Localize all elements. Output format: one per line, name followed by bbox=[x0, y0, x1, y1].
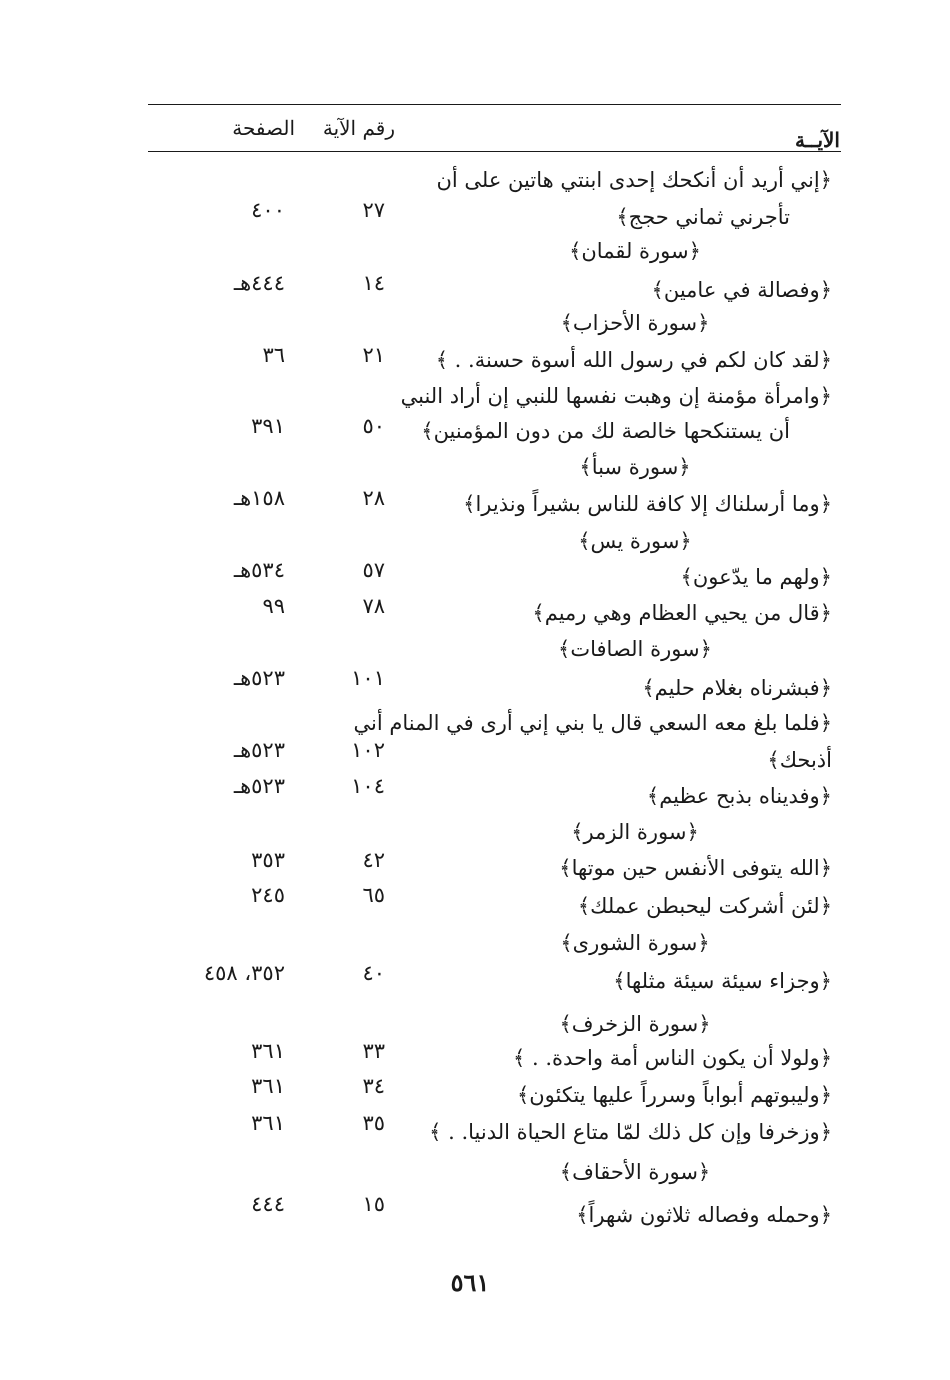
ayah-text: ﴿ولولا أن يكون الناس أمة واحدة. . ﴾ bbox=[513, 1046, 832, 1070]
top-rule bbox=[148, 104, 841, 105]
verse-number: ٢٨ bbox=[362, 486, 385, 510]
ayah-text: ﴿وفديناه بذبح عظيم﴾ bbox=[646, 784, 832, 808]
header-rule bbox=[148, 151, 841, 152]
page-number: ٣٩١ bbox=[251, 414, 285, 438]
verse-number: ٤٠ bbox=[362, 961, 385, 985]
ayah-text: تأجرني ثماني حجج﴾ bbox=[616, 205, 790, 229]
surah-heading: ﴿سورة الزخرف﴾ bbox=[559, 1012, 711, 1036]
ayah-text: ﴿ولهم ما يدّعون﴾ bbox=[680, 565, 832, 589]
surah-heading: ﴿سورة سبأ﴾ bbox=[579, 455, 691, 479]
verse-number: ٣٣ bbox=[362, 1039, 385, 1063]
ayah-text: ﴿وليبوتهم أبواباً وسرراً عليها يتكئون﴾ bbox=[516, 1083, 832, 1107]
ayah-text: ﴿لئن أشركت ليحبطن عملك﴾ bbox=[577, 894, 832, 918]
ayah-text: ﴿فلما بلغ معه السعي قال يا بني إني أرى في المنام أني bbox=[353, 711, 832, 735]
header-page: الصفحة bbox=[232, 116, 295, 140]
surah-heading: ﴿سورة الأحزاب﴾ bbox=[560, 311, 710, 335]
ayah-text: ﴿قال من يحيي العظام وهي رميم﴾ bbox=[532, 601, 832, 625]
ayah-text: ﴿وفصالة في عامين﴾ bbox=[651, 278, 832, 302]
header-ayah: الآيــة bbox=[795, 128, 840, 152]
verse-number: ١٥ bbox=[362, 1192, 385, 1216]
surah-heading: ﴿سورة يس﴾ bbox=[578, 529, 692, 553]
page-number: ٣٥٢، ٤٥٨ bbox=[203, 961, 285, 985]
ayah-text: أذبحك﴾ bbox=[767, 748, 832, 772]
page-number: ٤٤٤هـ bbox=[233, 271, 285, 295]
header-verse-number: رقم الآية bbox=[322, 116, 395, 140]
ayah-text: ﴿وزخرفا وإن كل ذلك لمّا متاع الحياة الدنيا. . ﴾ bbox=[429, 1120, 832, 1144]
verse-number: ١٠٤ bbox=[351, 774, 385, 798]
page-number: ٢٤٥ bbox=[251, 883, 285, 907]
surah-heading: ﴿سورة الشورى﴾ bbox=[560, 931, 710, 955]
ayah-text: ﴿الله يتوفى الأنفس حين موتها﴾ bbox=[559, 856, 832, 880]
ayah-text: ﴿وحمله وفصاله ثلاثون شهراً﴾ bbox=[576, 1203, 832, 1227]
verse-number: ١٤ bbox=[362, 271, 385, 295]
verse-number: ١٠١ bbox=[351, 666, 385, 690]
verse-number: ٤٢ bbox=[362, 848, 385, 872]
page-number: ٥٢٣هـ bbox=[233, 738, 285, 762]
page-number: ٥٣٤هـ bbox=[233, 558, 285, 582]
page-number: ٣٦١ bbox=[251, 1111, 285, 1135]
verse-number: ٢١ bbox=[362, 343, 385, 367]
page-number: ٣٥٣ bbox=[251, 848, 285, 872]
verse-number: ٥٠ bbox=[362, 414, 385, 438]
verse-number: ٥٧ bbox=[362, 558, 385, 582]
page-folio-number: ٥٦١ bbox=[450, 1268, 490, 1297]
ayah-text: أن يستنكحها خالصة لك من دون المؤمنين﴾ bbox=[421, 419, 790, 443]
page-number: ٣٦١ bbox=[251, 1074, 285, 1098]
ayah-text: ﴿وما أرسلناك إلا كافة للناس بشيراً ونذيرا﴾ bbox=[463, 492, 832, 516]
ayah-text: ﴿فبشرناه بغلام حليم﴾ bbox=[642, 676, 832, 700]
verse-number: ٧٨ bbox=[362, 594, 385, 618]
verse-number: ٦٥ bbox=[362, 883, 385, 907]
page-number: ١٥٨هـ bbox=[233, 486, 285, 510]
ayah-text: ﴿وامرأة مؤمنة إن وهبت نفسها للنبي إن أراد النبي bbox=[400, 384, 832, 408]
page-number: ٣٦ bbox=[262, 343, 285, 367]
page-number: ٩٩ bbox=[262, 594, 285, 618]
page-number: ٥٢٣هـ bbox=[233, 774, 285, 798]
page-number: ٥٢٣هـ bbox=[233, 666, 285, 690]
surah-heading: ﴿سورة الزمر﴾ bbox=[571, 820, 699, 844]
surah-heading: ﴿سورة الأحقاف﴾ bbox=[559, 1160, 711, 1184]
page-number: ٣٦١ bbox=[251, 1039, 285, 1063]
surah-heading: ﴿سورة الصافات﴾ bbox=[558, 637, 712, 661]
verse-number: ٣٤ bbox=[362, 1074, 385, 1098]
surah-heading: ﴿سورة لقمان﴾ bbox=[569, 239, 701, 263]
ayah-text: ﴿لقد كان لكم في رسول الله أسوة حسنة. . ﴾ bbox=[435, 348, 832, 372]
page-number: ٤٤٤ bbox=[251, 1192, 285, 1216]
ayah-text: ﴿إني أريد أن أنكحك إحدى ابنتي هاتين على أن bbox=[436, 168, 832, 192]
page-number: ٤٠٠ bbox=[251, 198, 285, 222]
verse-number: ١٠٢ bbox=[351, 738, 385, 762]
verse-number: ٣٥ bbox=[362, 1111, 385, 1135]
verse-number: ٢٧ bbox=[362, 198, 385, 222]
ayah-text: ﴿وجزاء سيئة سيئة مثلها﴾ bbox=[613, 969, 832, 993]
